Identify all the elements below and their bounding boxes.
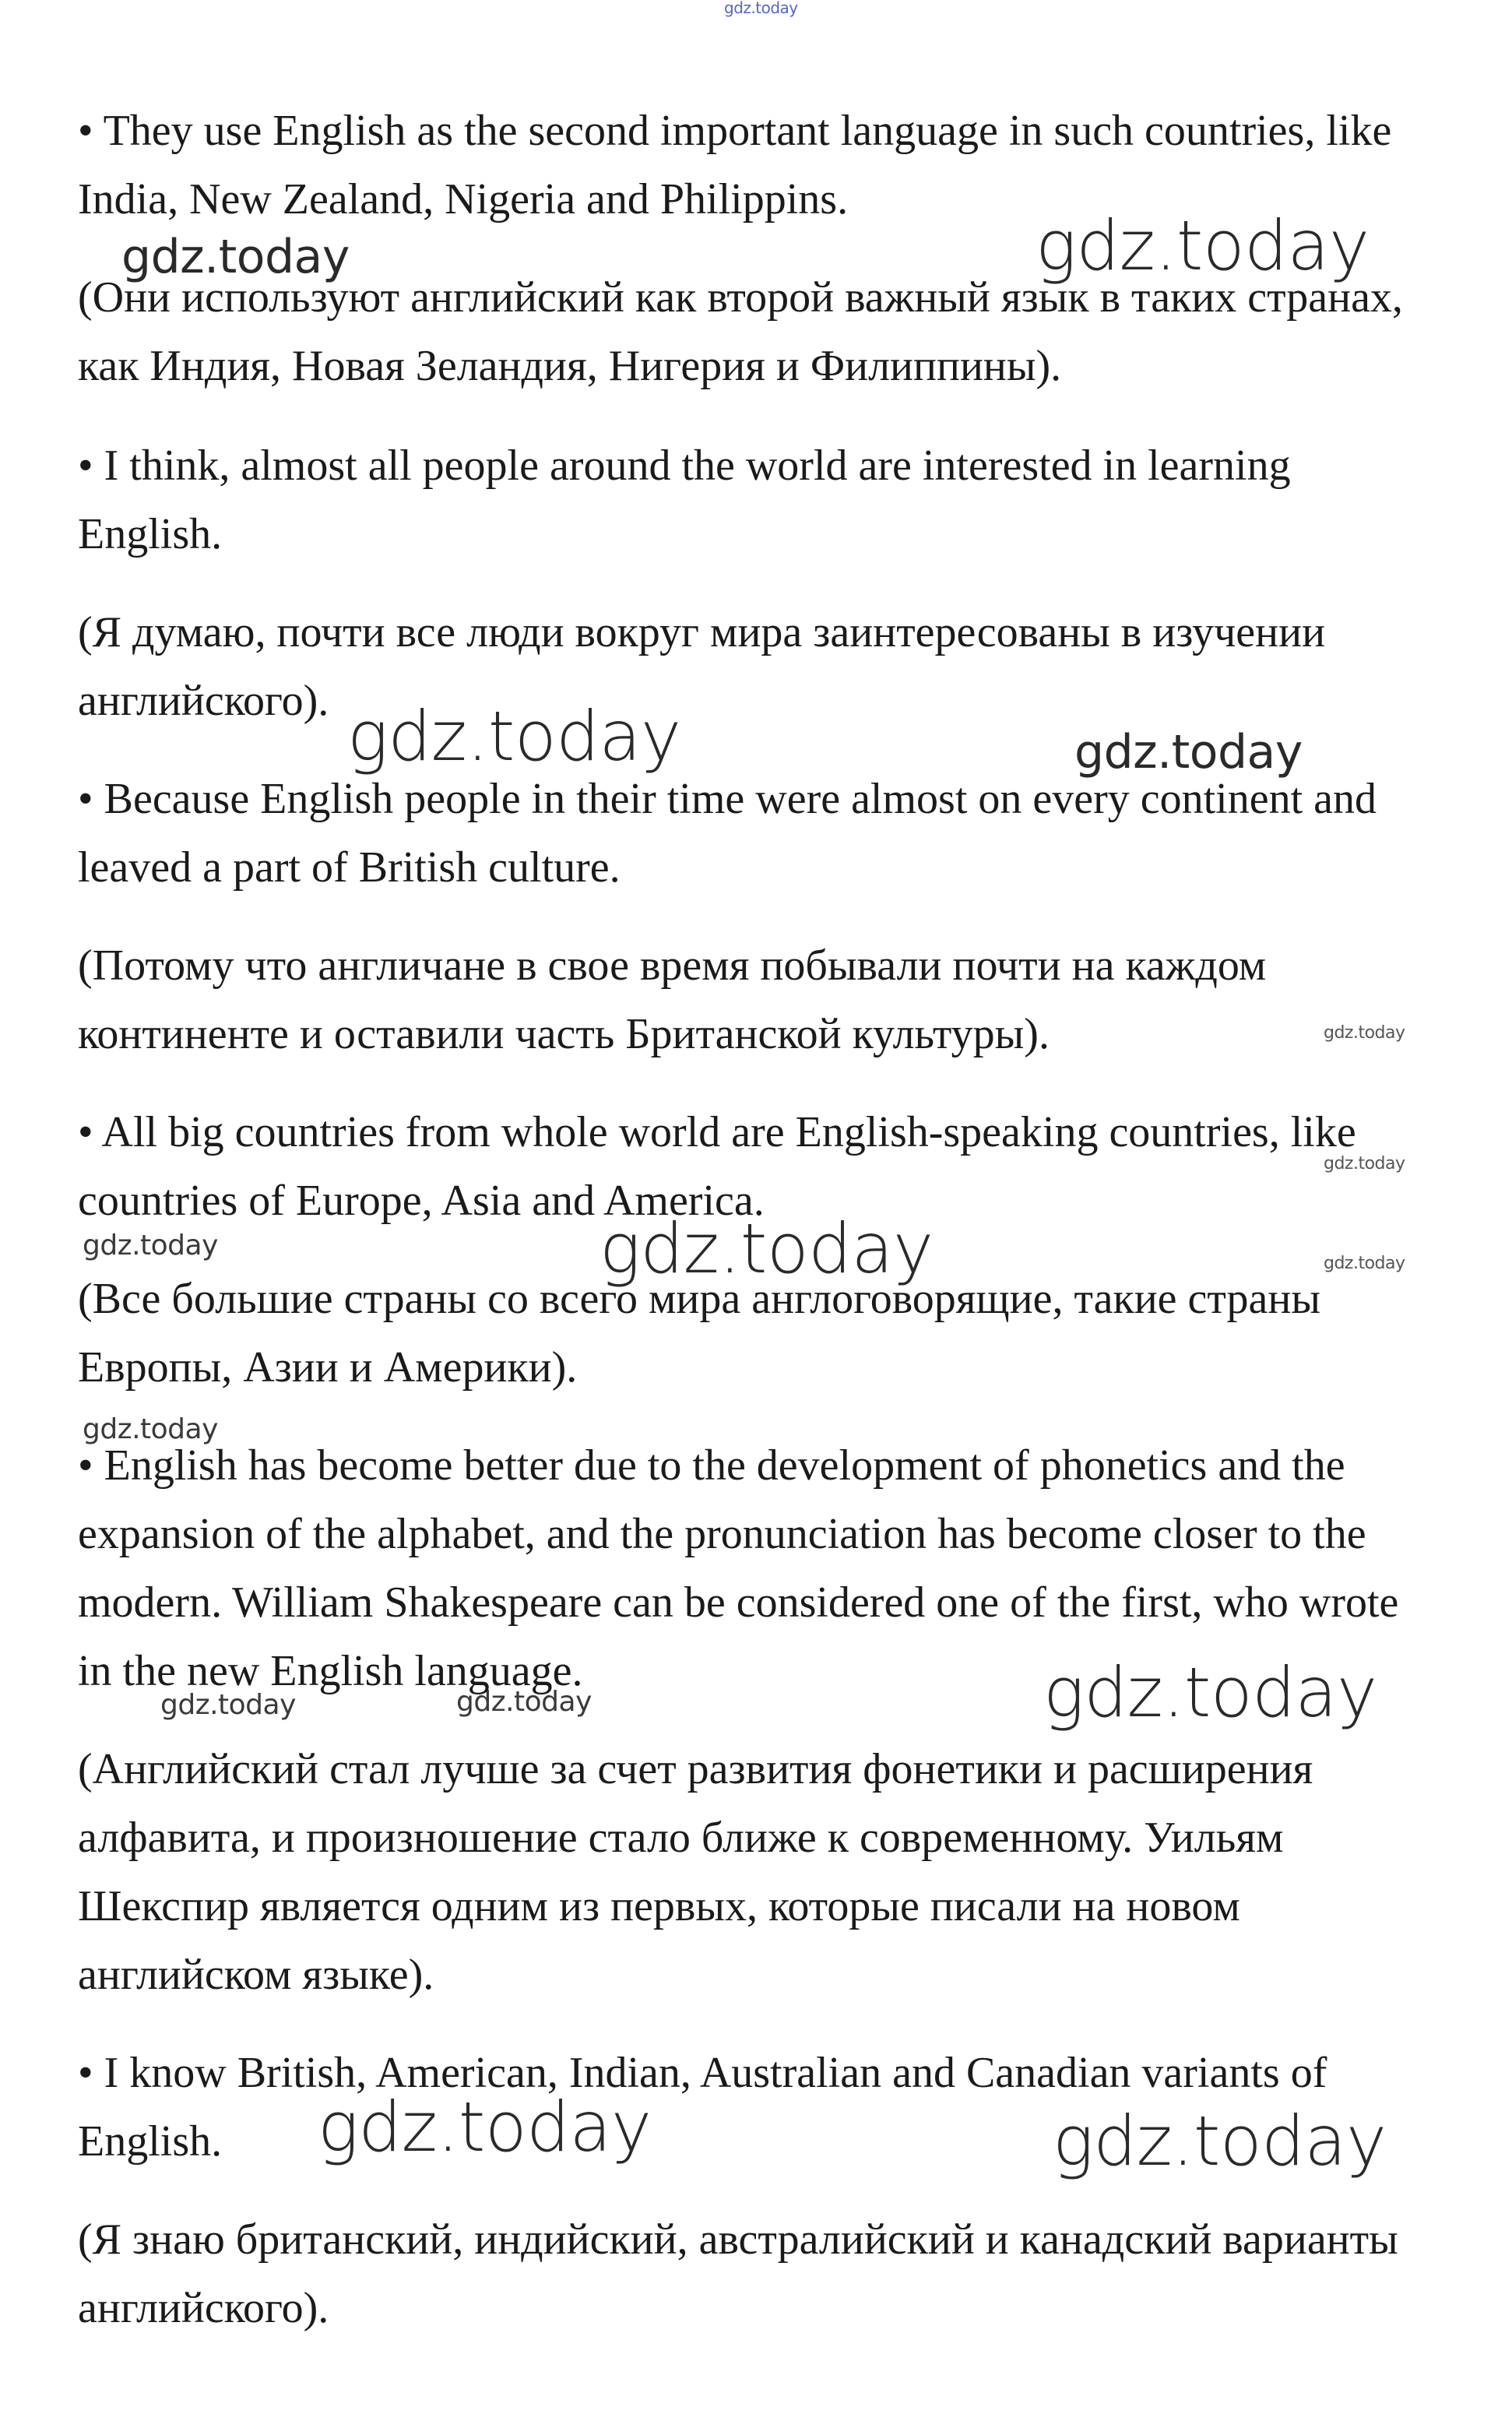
watermark: gdz.today bbox=[1043, 1652, 1377, 1733]
paragraph-russian-3: (Потому что англичане в свое время побывали почти на каждом континенте и оставили часть Британской культуры). bbox=[78, 941, 1267, 1058]
paragraph-russian-5: (Английский стал лучше за счет развития фонетики и расширения алфавита, и произношение стало ближе к современному. Уильям Шекспир является одним из первых, которые писали на новом английском языке). bbox=[78, 1745, 1313, 1999]
paragraph-russian-2: (Я думаю, почти все люди вокруг мира заинтересованы в изучении английского). bbox=[78, 608, 1326, 725]
paragraph-english-2: • I think, almost all people around the world are interested in learning English. bbox=[78, 442, 1291, 558]
paragraph-english-1: • They use English as the second important language in such countries, like India, New Zealand, Nigeria and Philippins. bbox=[78, 107, 1392, 223]
watermark: gdz.today bbox=[83, 1230, 218, 1261]
paragraph-english-6: • I know British, American, Indian, Australian and Canadian variants of English. bbox=[78, 2049, 1327, 2166]
paragraph-english-5: • English has become better due to the development of phonetics and the expansion of the alphabet, and the pronunciation has become closer to the modern. William Shakespeare can be considered one of the first, who wrote in the new English language. bbox=[78, 1441, 1399, 1695]
paragraph-russian-1: (Они используют английский как второй важный язык в таких странах, как Индия, Новая Зеландия, Нигерия и Филиппины). bbox=[78, 273, 1403, 390]
watermark: gdz.today bbox=[83, 1413, 218, 1445]
watermark: gdz.today bbox=[160, 1689, 296, 1721]
watermark: gdz.today bbox=[1324, 1023, 1405, 1043]
watermark: gdz.today bbox=[724, 0, 798, 17]
watermark: gdz.today bbox=[1324, 1154, 1405, 1174]
watermark: gdz.today bbox=[1036, 206, 1370, 286]
watermark: gdz.today bbox=[600, 1209, 934, 1289]
watermark: gdz.today bbox=[121, 230, 350, 284]
watermark: gdz.today bbox=[1074, 725, 1303, 779]
watermark: gdz.today bbox=[1053, 2101, 1387, 2181]
paragraph-english-3: • Because English people in their time were almost on every continent and leaved a part of British culture. bbox=[78, 775, 1377, 892]
paragraph-russian-6: (Я знаю британский, индийский, австралийский и канадский варианты английского). bbox=[78, 2215, 1398, 2332]
watermark: gdz.today bbox=[347, 696, 681, 776]
paragraph-russian-4: (Все большие страны со всего мира англоговорящие, такие страны Европы, Азии и Америки). bbox=[78, 1275, 1320, 1392]
watermark: gdz.today bbox=[456, 1686, 592, 1718]
watermark: gdz.today bbox=[318, 2087, 652, 2167]
paragraph-english-4: • All big countries from whole world are English-speaking countries, like countries of Europe, Asia and America. bbox=[78, 1108, 1356, 1225]
watermark: gdz.today bbox=[1324, 1254, 1405, 1273]
